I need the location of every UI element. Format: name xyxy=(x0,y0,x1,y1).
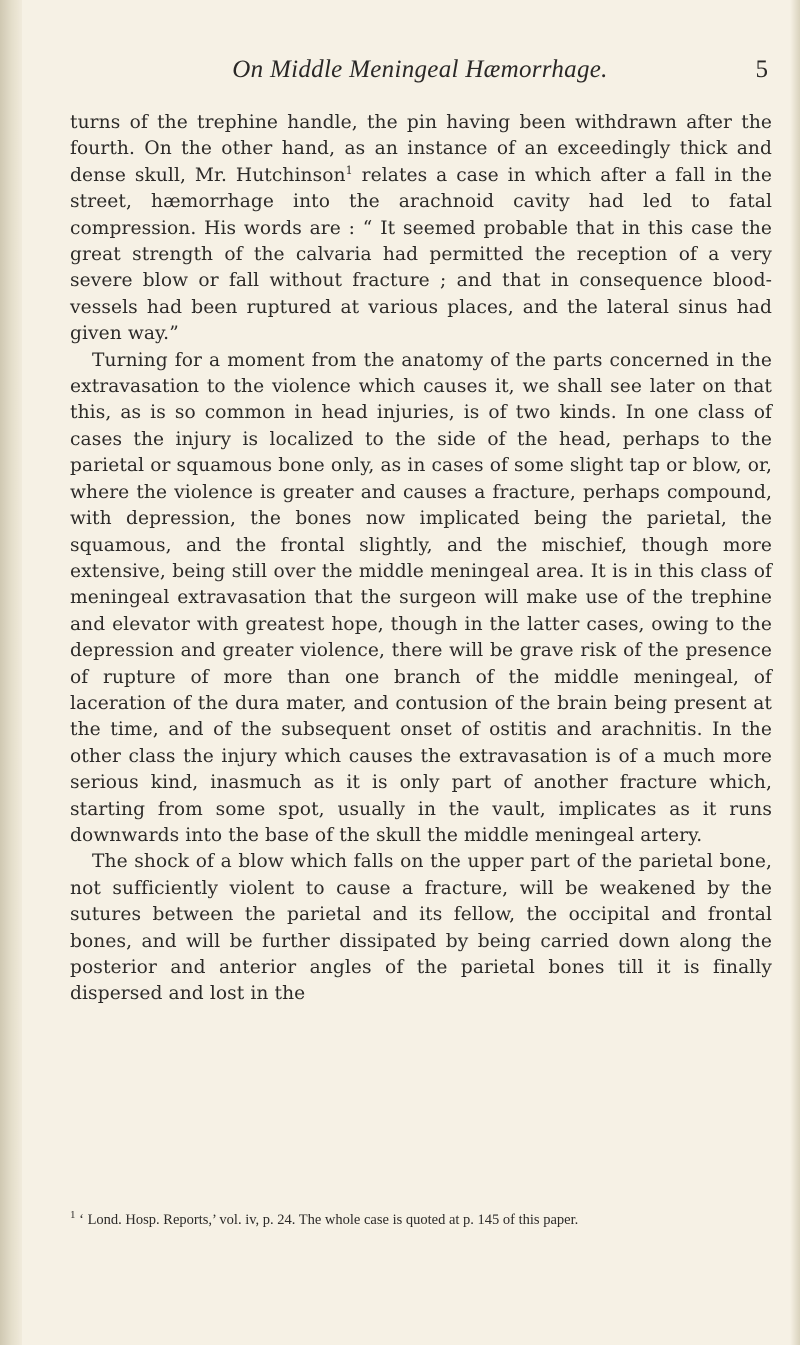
footnote-text: ‘ Lond. Hosp. Reports,’ vol. iv, p. 24. The whole case is quoted at p. 145 of this paper. xyxy=(75,1212,579,1228)
page-header xyxy=(70,56,770,96)
page-gutter xyxy=(0,0,22,1345)
paragraph-1-before: turns of the trephine handle, the pin having been withdrawn after the fourth. On the other hand, as an instance of an exceedingly thick and dense skull, Mr. Hutchinson xyxy=(70,112,772,186)
footnote-marker: 1 xyxy=(70,1209,76,1222)
paragraph-2: Turning for a moment from the anatomy of the parts concerned in the extravasation to the violence which causes it, we shall see later on that this, as is so common in head injuries, is of two kinds. In one class of cases the injury is localized to the side of the head, perhaps to the parietal or squamous bone only, as in cases of some slight tap or blow, or, where the violence is greater and causes a fracture, perhaps compound, with depression, the bones now implicated being the parietal, the squamous, and the frontal slightly, and the mischief, though more extensive, being still over the middle meningeal area. It is in this class of meningeal extravasation that the surgeon will make use of the trephine and elevator with greatest hope, though in the latter cases, owing to the depression and greater violence, there will be grave risk of the presence of rupture of more than one branch of the middle meningeal, of laceration of the dura mater, and contusion of the brain being present at the time, and of the subsequent onset of ostitis and arachnitis. In the other class the injury which causes the extravasation is of a much more serious kind, inasmuch as it is only part of another fracture which, starting from some spot, usually in the vault, implicates as it runs downwards into the base of the skull the middle meningeal artery. xyxy=(70,349,772,846)
running-title: On Middle Meningeal Hæmorrhage. xyxy=(232,56,608,83)
footnote xyxy=(70,1210,772,1230)
page-edge xyxy=(790,0,800,1345)
paragraph-1-after: relates a case in which after a fall in the street, hæmorrhage into the arachnoid cavity had led to fatal compression. His words are : “ It seemed probable that in this case the great strength of the calvaria had permitted the reception of a very severe blow or fall without fracture ; and that in consequence blood-vessels had been ruptured at various places, and the lateral sinus had given way.” xyxy=(70,164,772,345)
paragraph-1 xyxy=(70,110,772,348)
paragraph-3: The shock of a blow which falls on the upper part of the parietal bone, not sufficiently violent to cause a fracture, will be weakened by the sutures between the parietal and its fellow, the occipital and frontal bones, and will be further dissipated by being carried down along the posterior and anterior angles of the parietal bones till it is finally dispersed and lost in the xyxy=(70,851,772,1005)
body-text xyxy=(70,110,772,1008)
page-number: 5 xyxy=(755,56,768,83)
footnote-reference: 1 xyxy=(345,163,353,177)
